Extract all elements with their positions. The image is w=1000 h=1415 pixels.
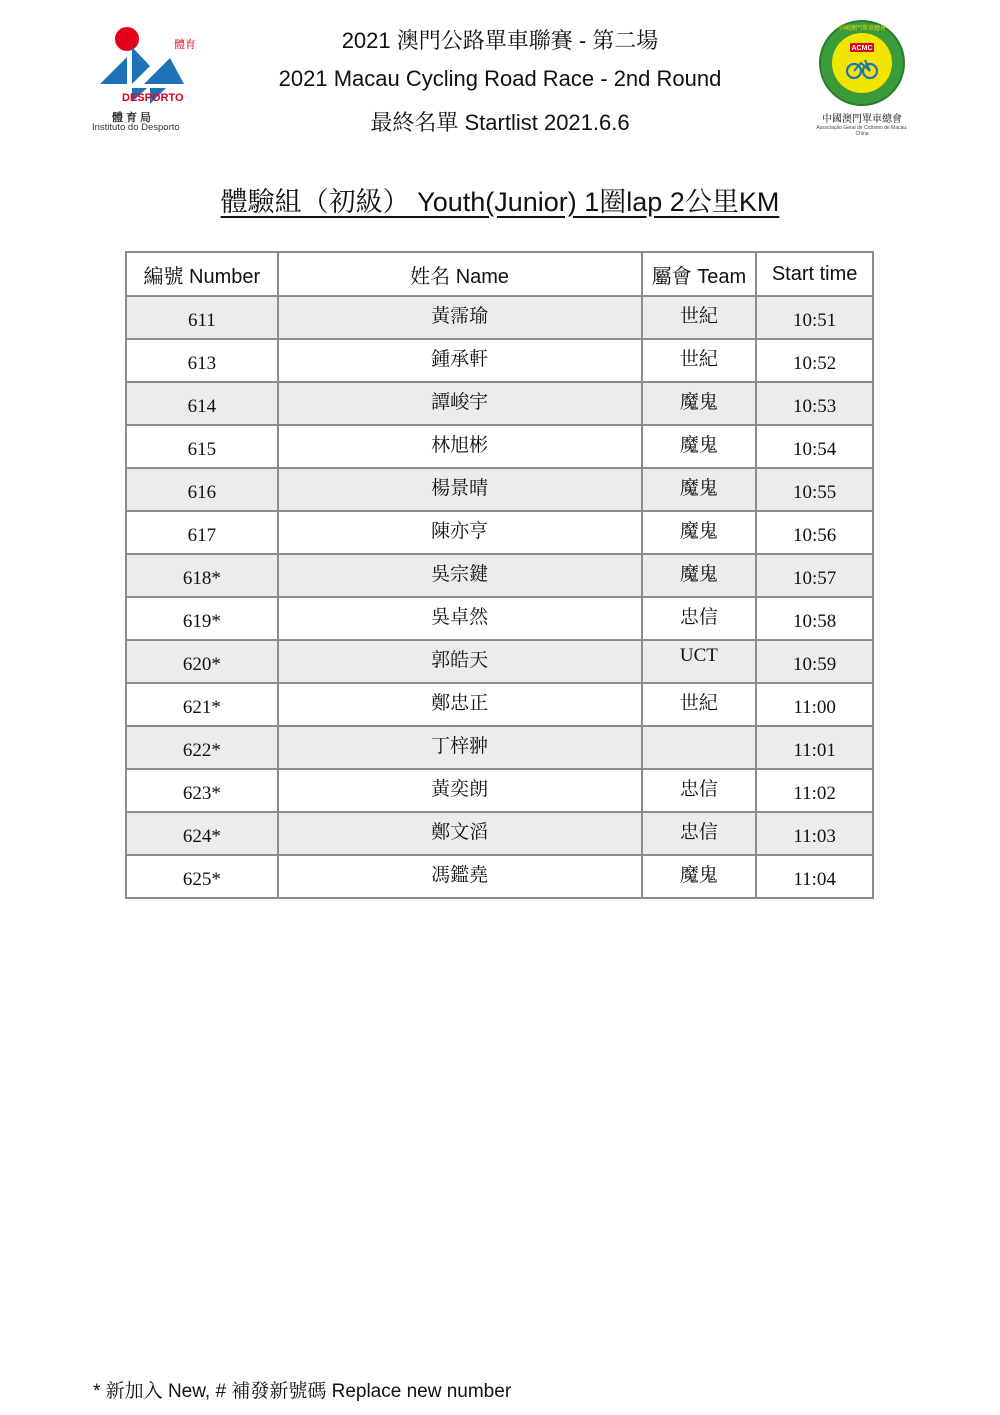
logo-zh-side: 體育 — [174, 38, 196, 51]
rider-name: 楊景晴 — [278, 468, 642, 511]
start-time: 11:03 — [756, 812, 873, 855]
table-row — [126, 382, 873, 425]
rider-number: 622* — [126, 726, 278, 769]
table-row — [126, 683, 873, 726]
rider-name: 譚峻宇 — [278, 382, 642, 425]
header-name: 姓名 Name — [278, 252, 642, 296]
start-time: 10:54 — [756, 425, 873, 468]
table-row — [126, 339, 873, 382]
desporto-logo — [92, 22, 202, 134]
start-time: 10:53 — [756, 382, 873, 425]
table-row — [126, 468, 873, 511]
rider-number: 620* — [126, 640, 278, 683]
start-time: 11:04 — [756, 855, 873, 898]
rider-number: 618* — [126, 554, 278, 597]
table-row — [126, 769, 873, 812]
rider-number: 621* — [126, 683, 278, 726]
rider-team: 魔鬼 — [642, 554, 757, 597]
rider-name: 丁梓翀 — [278, 726, 642, 769]
rider-team: 魔鬼 — [642, 425, 757, 468]
header-start-time: Start time — [756, 252, 873, 296]
table-row — [126, 726, 873, 769]
start-time: 10:57 — [756, 554, 873, 597]
desporto-emblem-icon — [92, 22, 202, 112]
rider-number: 617 — [126, 511, 278, 554]
rider-team: 魔鬼 — [642, 511, 757, 554]
rider-name: 陳亦亨 — [278, 511, 642, 554]
header-team: 屬會 Team — [642, 252, 757, 296]
desporto-zh-name: 體育局 — [112, 112, 154, 124]
rider-name: 吳宗鍵 — [278, 554, 642, 597]
desporto-name: Instituto do Desporto — [92, 122, 180, 133]
rider-team: 世紀 — [642, 339, 757, 382]
rider-team: 世紀 — [642, 296, 757, 339]
acmc-ring-text: 中國澳門單車總會 — [837, 25, 887, 32]
table-row — [126, 855, 873, 898]
rider-team: 忠信 — [642, 769, 757, 812]
subtitle: 最終名單 Startlist 2021.6.6 — [370, 110, 630, 135]
acmc-zh-name: 中國澳門單車總會 — [822, 114, 902, 125]
table-row — [126, 597, 873, 640]
rider-team — [642, 726, 757, 769]
start-time: 10:51 — [756, 296, 873, 339]
start-time: 11:00 — [756, 683, 873, 726]
rider-name: 鄭忠正 — [278, 683, 642, 726]
rider-number: 625* — [126, 855, 278, 898]
start-time: 10:58 — [756, 597, 873, 640]
rider-number: 615 — [126, 425, 278, 468]
rider-name: 林旭彬 — [278, 425, 642, 468]
table-row — [126, 425, 873, 468]
startlist-table — [125, 251, 874, 899]
rider-name: 馮鑑堯 — [278, 855, 642, 898]
acmc-logo — [812, 18, 912, 138]
rider-name: 吳卓然 — [278, 597, 642, 640]
rider-name: 鍾承軒 — [278, 339, 642, 382]
rider-number: 611 — [126, 296, 278, 339]
start-time: 10:55 — [756, 468, 873, 511]
rider-name: 鄭文滔 — [278, 812, 642, 855]
start-time: 11:01 — [756, 726, 873, 769]
title-zh: 2021 澳門公路單車聯賽 - 第二場 — [341, 28, 659, 53]
acmc-badge-text: ACMC — [851, 45, 873, 52]
rider-number: 614 — [126, 382, 278, 425]
table-row — [126, 812, 873, 855]
start-time: 10:52 — [756, 339, 873, 382]
rider-number: 616 — [126, 468, 278, 511]
rider-name: 黃奕朗 — [278, 769, 642, 812]
acmc-pt-name: Associação Geral de Ciclismo de Macau, China — [816, 125, 908, 137]
rider-team: 魔鬼 — [642, 468, 757, 511]
rider-number: 613 — [126, 339, 278, 382]
acmc-emblem-icon — [812, 18, 912, 108]
rider-team: 魔鬼 — [642, 855, 757, 898]
category-title: 體驗組（初級） Youth(Junior) 1圈lap 2公里KM — [220, 187, 780, 217]
table-row — [126, 640, 873, 683]
title-en: 2021 Macau Cycling Road Race - 2nd Round — [278, 66, 722, 91]
rider-team: 忠信 — [642, 597, 757, 640]
rider-number: 619* — [126, 597, 278, 640]
start-time: 11:02 — [756, 769, 873, 812]
table-header-row — [126, 252, 873, 296]
rider-team: 忠信 — [642, 812, 757, 855]
start-time: 10:56 — [756, 511, 873, 554]
rider-team: 世紀 — [642, 683, 757, 726]
rider-number: 623* — [126, 769, 278, 812]
rider-number: 624* — [126, 812, 278, 855]
logo-brand: DESPORTO — [122, 92, 184, 104]
rider-team: 魔鬼 — [642, 382, 757, 425]
rider-team: UCT — [642, 640, 757, 683]
header-number: 編號 Number — [126, 252, 278, 296]
rider-name: 郭皓天 — [278, 640, 642, 683]
table-row — [126, 296, 873, 339]
table-row — [126, 511, 873, 554]
start-time: 10:59 — [756, 640, 873, 683]
table-row — [126, 554, 873, 597]
rider-name: 黃霈瑜 — [278, 296, 642, 339]
footer-note: * 新加入 New, # 補發新號碼 Replace new number — [93, 1381, 512, 1402]
